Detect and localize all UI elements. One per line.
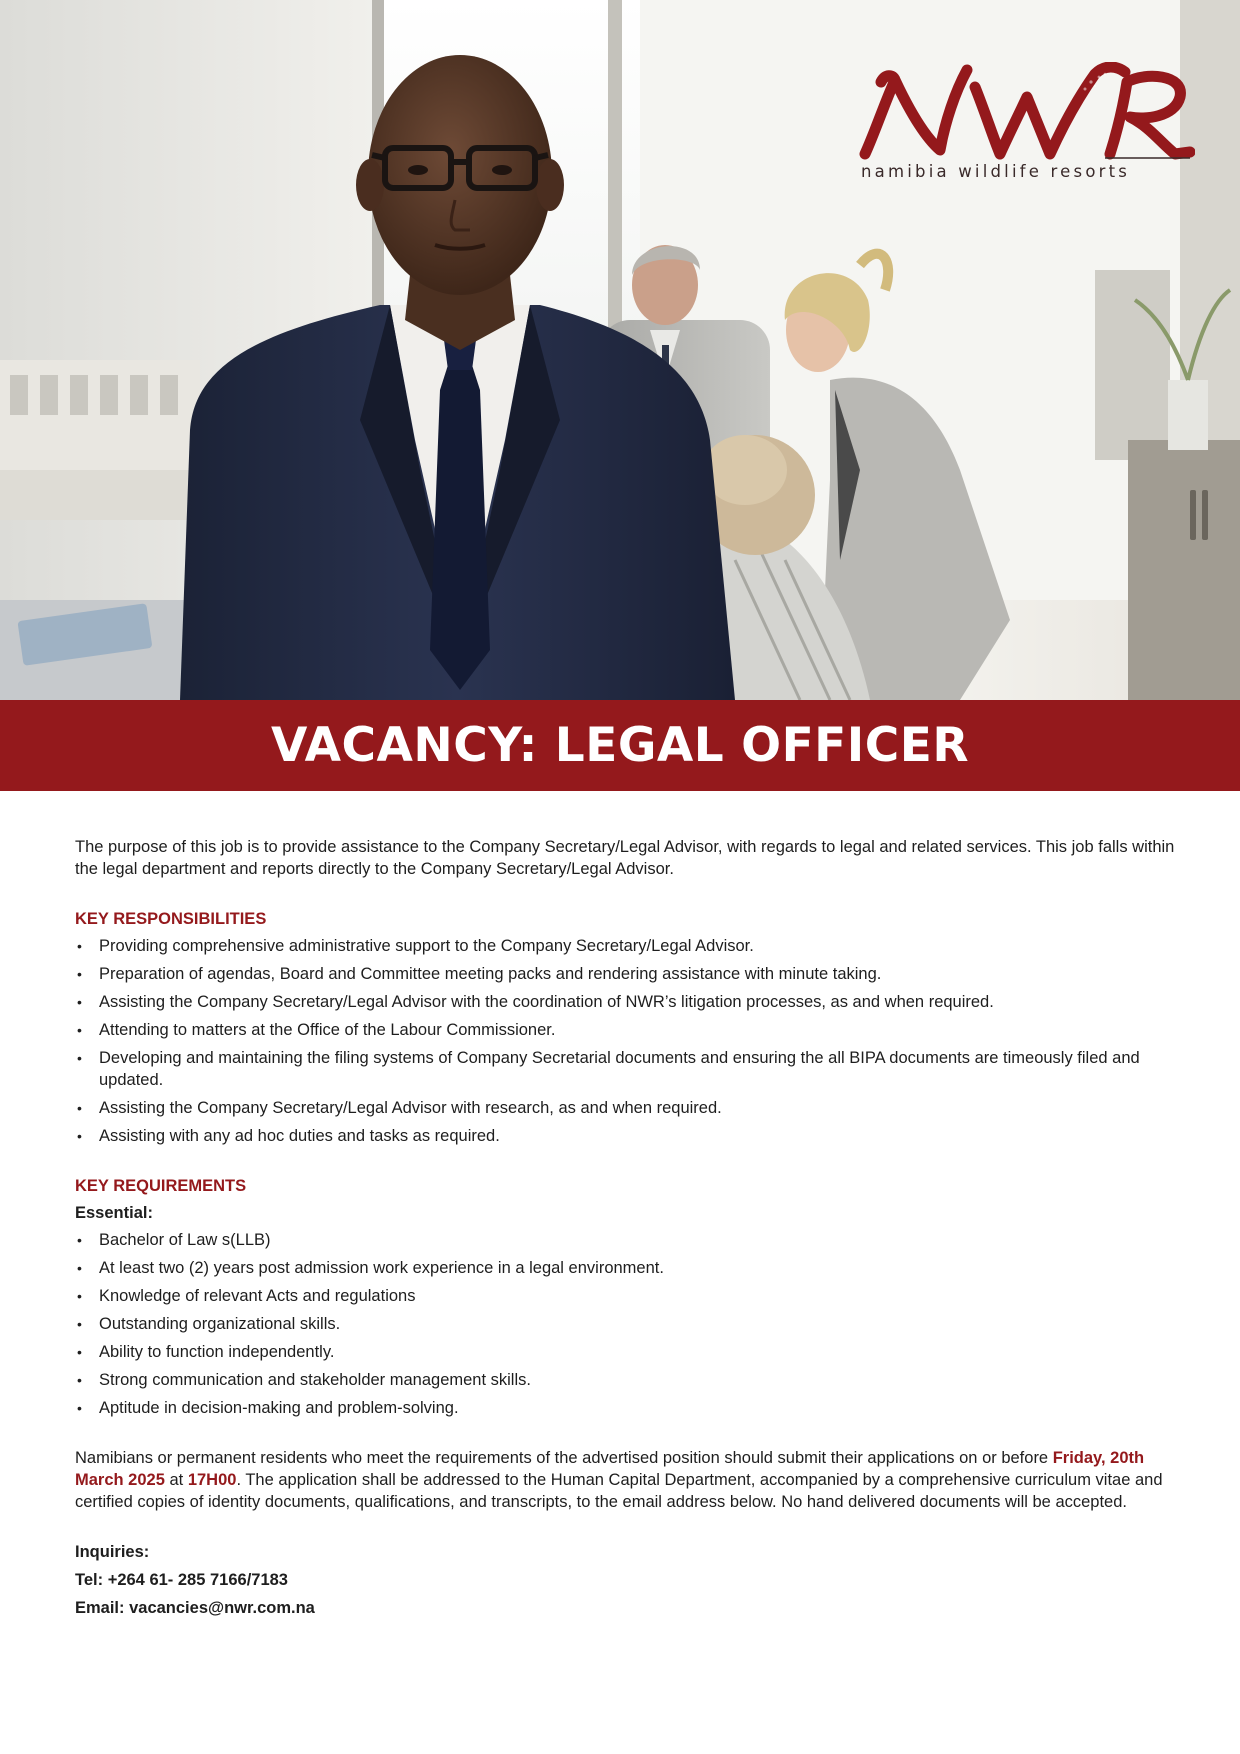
- requirements-list: [75, 1229, 1175, 1419]
- contact-email: Email: vacancies@nwr.com.na: [75, 1599, 315, 1617]
- list-item: • Aptitude in decision-making and problem-solving.: [77, 1399, 459, 1417]
- job-description: [75, 836, 1175, 1625]
- application-instructions: Namibians or permanent residents who meet the requirements of the advertised position should submit their applications on or before Friday, 20th March 2025 at 17H00. The application shall be addressed to the Human Capital Department, accompanied by a comprehensive curriculum vitae and certified copies of identity documents, qualifications, and transcripts, to the email address below. No hand delivered documents will be accepted.: [75, 1449, 1163, 1511]
- responsibilities-list: [75, 935, 1175, 1147]
- deadline-date: Friday, 20th March 2025: [75, 1449, 1145, 1489]
- logo-subtitle: namibia wildlife resorts: [861, 162, 1131, 181]
- list-item: • Preparation of agendas, Board and Committee meeting packs and rendering assistance with minute taking.: [77, 965, 882, 983]
- bullet-icon: •: [77, 1050, 82, 1066]
- bullet-icon: •: [77, 1232, 82, 1248]
- list-item: • Ability to function independently.: [77, 1343, 335, 1361]
- bullet-icon: •: [77, 1372, 82, 1388]
- bullet-icon: •: [77, 1288, 82, 1304]
- requirements-subheading: Essential:: [75, 1204, 153, 1222]
- bullet-icon: •: [77, 1400, 82, 1416]
- list-item: • Outstanding organizational skills.: [77, 1315, 341, 1333]
- bullet-icon: •: [77, 1100, 82, 1116]
- list-item: • Attending to matters at the Office of the Labour Commissioner.: [77, 1021, 556, 1039]
- list-item: • Providing comprehensive administrative support to the Company Secretary/Legal Advisor.: [77, 937, 754, 955]
- page-title: VACANCY: LEGAL OFFICER: [270, 718, 970, 773]
- responsibilities-heading: KEY RESPONSIBILITIES: [75, 910, 267, 928]
- bullet-icon: •: [77, 1316, 82, 1332]
- contact-phone: Tel: +264 61- 285 7166/7183: [75, 1571, 288, 1589]
- list-item: • Assisting with any ad hoc duties and tasks as required.: [77, 1127, 500, 1145]
- title-banner: [0, 700, 1240, 791]
- contact-block: [75, 1541, 1175, 1619]
- bullet-icon: •: [77, 994, 82, 1010]
- deadline-time: 17H00: [187, 1471, 237, 1489]
- bullet-icon: •: [77, 1128, 82, 1144]
- contact-heading: Inquiries:: [75, 1543, 150, 1561]
- list-item: • Assisting the Company Secretary/Legal Advisor with the coordination of NWR’s litigation processes, as and when required.: [77, 993, 994, 1011]
- list-item: • Knowledge of relevant Acts and regulations: [77, 1287, 416, 1305]
- bullet-icon: •: [77, 1260, 82, 1276]
- bullet-icon: •: [77, 1022, 82, 1038]
- nwr-logo: [855, 62, 1195, 192]
- requirements-heading: KEY REQUIREMENTS: [75, 1177, 247, 1195]
- intro-paragraph: The purpose of this job is to provide assistance to the Company Secretary/Legal Advisor, with regards to legal and related services. This job falls within the legal department and reports directly to the Company Secretary/Legal Advisor.: [75, 838, 1175, 878]
- list-item: • Strong communication and stakeholder management skills.: [77, 1371, 531, 1389]
- bullet-icon: •: [77, 966, 82, 982]
- list-item: • Assisting the Company Secretary/Legal Advisor with research, as and when required.: [77, 1099, 722, 1117]
- bullet-icon: •: [77, 1344, 82, 1360]
- list-item: • Developing and maintaining the filing systems of Company Secretarial documents and ensuring the all BIPA documents are timeously filed and updated.: [77, 1049, 1140, 1089]
- list-item: • At least two (2) years post admission work experience in a legal environment.: [77, 1259, 664, 1277]
- nwr-logo-mark: [855, 62, 1195, 162]
- bullet-icon: •: [77, 938, 82, 954]
- list-item: • Bachelor of Law s(LLB): [77, 1231, 271, 1249]
